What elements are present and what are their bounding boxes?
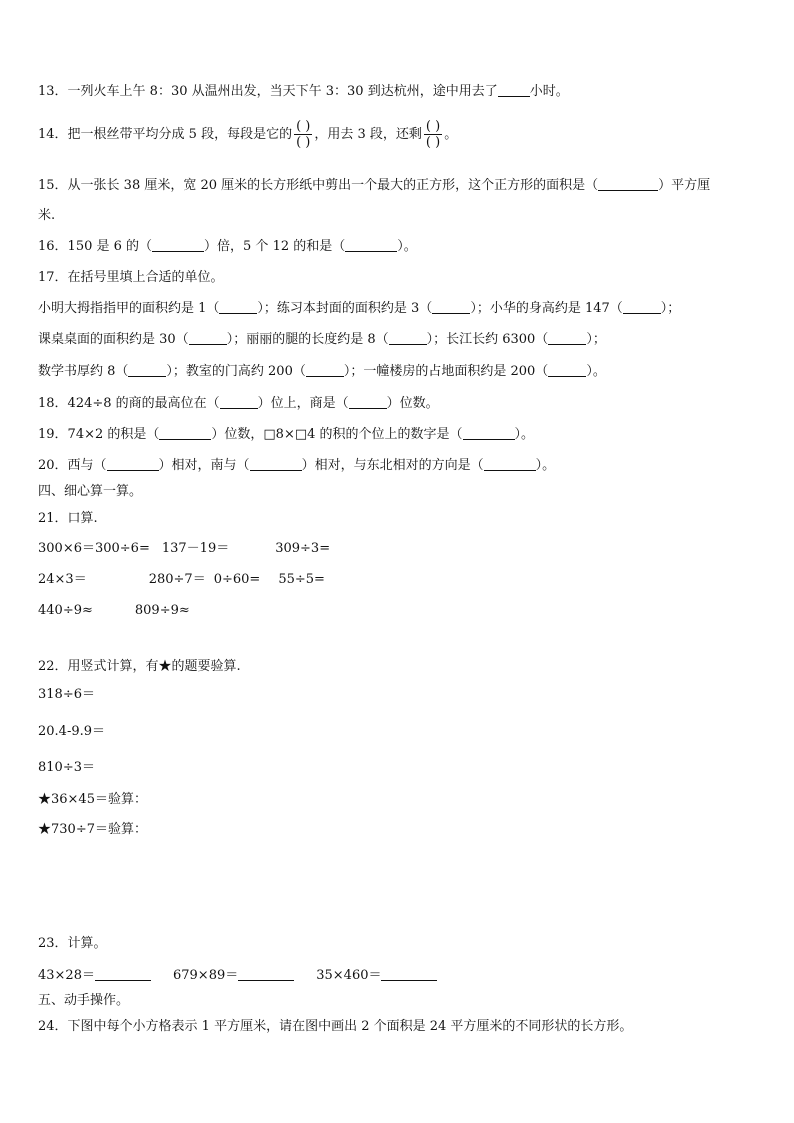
q17-blank-6[interactable] xyxy=(548,331,586,345)
q21-item: 809÷9≈ xyxy=(134,603,190,618)
q20-text-a: 20．西与（ xyxy=(38,458,107,473)
q23-blank-3[interactable] xyxy=(381,967,437,981)
q22-item: 20.4-9.9＝ xyxy=(38,724,106,739)
q21-item: 280÷7＝ xyxy=(148,572,206,587)
q14-text-a: 14．把一根丝带平均分成 5 段，每段是它的 xyxy=(38,127,293,142)
question-17-line-1 xyxy=(38,300,680,318)
q18-text-a: 18．424÷8 的商的最高位在（ xyxy=(38,396,220,411)
question-24: 24．下图中每个小方格表示 1 平方厘米，请在图中画出 2 个面积是 24 平方厘米的不同形状的长方形。 xyxy=(38,1019,633,1034)
q20-text-b: ）相对，南与（ xyxy=(158,458,250,473)
q18-blank-1[interactable] xyxy=(220,395,258,409)
section-4-heading: 四、细心算一算。 xyxy=(38,484,143,499)
q21-item: 24×3＝ xyxy=(38,572,87,587)
q22-item: ★36×45＝验算： xyxy=(38,792,147,807)
q18-text-c: ）位数。 xyxy=(386,396,439,411)
q23-item: 35×460＝ xyxy=(316,968,382,983)
q22-item: 810÷3＝ xyxy=(38,760,95,775)
q13-answer-blank[interactable] xyxy=(498,83,530,97)
q20-blank-1[interactable] xyxy=(107,457,159,471)
q17-l1-b: ）；练习本封面的面积约是 3（ xyxy=(257,301,433,316)
q13-text: 13．一列火车上午 8：30 从温州出发，当天下午 3：30 到达杭州，途中用去了 xyxy=(38,84,498,99)
q16-text-a: 16．150 是 6 的（ xyxy=(38,239,153,254)
q17-blank-3[interactable] xyxy=(623,300,661,314)
q21-row-3 xyxy=(38,602,190,620)
q19-blank-1[interactable] xyxy=(159,426,211,440)
q23-item: 43×28＝ xyxy=(38,968,95,983)
q15-text-b: ）平方厘 xyxy=(658,178,711,193)
question-17-line-3 xyxy=(38,363,606,381)
q21-item: 309÷3= xyxy=(275,541,331,556)
q15-answer-blank[interactable] xyxy=(598,177,658,191)
question-22-title: 22．用竖式计算，有★的题要验算. xyxy=(38,659,241,674)
q14-text-c: 。 xyxy=(444,127,458,142)
question-19 xyxy=(38,426,534,444)
question-18 xyxy=(38,395,439,413)
q23-blank-1[interactable] xyxy=(95,967,151,981)
q17-l2-b: ）；丽丽的腿的长度约是 8（ xyxy=(226,332,389,347)
q23-blank-2[interactable] xyxy=(238,967,294,981)
q17-l2-c: ）；长江长约 6300（ xyxy=(426,332,549,347)
question-15 xyxy=(38,177,710,195)
q16-blank-1[interactable] xyxy=(152,238,204,252)
q15-text-c: 米. xyxy=(38,208,56,223)
q23-item: 679×89＝ xyxy=(172,968,239,983)
q14-text-b: ，用去 3 段，还剩 xyxy=(314,127,422,142)
q17-l1-c: ）；小华的身高约是 147（ xyxy=(470,301,623,316)
q23-row xyxy=(38,967,437,985)
q21-item: 55÷5= xyxy=(278,572,325,587)
question-23-title: 23．计算。 xyxy=(38,936,107,951)
q17-l3-a: 数学书厚约 8（ xyxy=(38,364,129,379)
q14-fraction-1[interactable]: $\frac{( )}{( )}$ xyxy=(296,119,311,150)
question-21-title: 21．口算. xyxy=(38,511,98,526)
q16-blank-2[interactable] xyxy=(345,238,397,252)
q19-text-a: 19．74×2 的积是（ xyxy=(38,427,160,442)
q17-blank-1[interactable] xyxy=(219,300,257,314)
q17-blank-4[interactable] xyxy=(189,331,227,345)
section-5-heading: 五、动手操作。 xyxy=(38,993,130,1008)
q19-text-b: ）位数，□8×□4 的积的个位上的数字是（ xyxy=(211,427,463,442)
q17-l2-a: 课桌桌面的面积约是 30（ xyxy=(38,332,189,347)
q17-l2-d: ）； xyxy=(586,332,606,347)
q20-text-d: ）。 xyxy=(535,458,556,473)
q17-blank-9[interactable] xyxy=(548,363,586,377)
q20-text-c: ）相对，与东北相对的方向是（ xyxy=(301,458,484,473)
q21-item: 137－19＝ xyxy=(161,541,230,556)
question-20 xyxy=(38,457,555,475)
question-16 xyxy=(38,238,417,256)
q17-l1-d: ）； xyxy=(660,301,681,316)
q20-blank-3[interactable] xyxy=(484,457,536,471)
question-13 xyxy=(38,83,569,101)
q19-blank-2[interactable] xyxy=(463,426,515,440)
question-17-line-2 xyxy=(38,331,606,349)
question-15-cont xyxy=(38,207,55,225)
q21-item: 0÷60= xyxy=(213,572,261,587)
q21-row-2 xyxy=(38,571,325,589)
q18-text-b: ）位上，商是（ xyxy=(257,396,349,411)
q17-l3-b: ）；教室的门高约 200（ xyxy=(166,364,306,379)
q16-text-c: ）。 xyxy=(397,239,417,254)
q22-item: ★730÷7＝验算： xyxy=(38,822,147,837)
q17-l3-d: ）。 xyxy=(586,364,606,379)
q13-tail: 小时。 xyxy=(529,84,569,99)
q19-text-c: ）。 xyxy=(514,427,535,442)
q21-item: 300×6＝300÷6= xyxy=(38,541,150,556)
q16-text-b: ）倍，5 个 12 的和是（ xyxy=(204,239,346,254)
q17-blank-2[interactable] xyxy=(432,300,470,314)
q17-blank-7[interactable] xyxy=(128,363,166,377)
q17-blank-8[interactable] xyxy=(306,363,344,377)
q18-blank-2[interactable] xyxy=(349,395,387,409)
q22-item: 318÷6＝ xyxy=(38,687,95,702)
q15-text-a: 15．从一张长 38 厘米，宽 20 厘米的长方形纸中剪出一个最大的正方形，这个正方形的面积是（ xyxy=(38,178,599,193)
q17-l1-a: 小明大拇指指甲的面积约是 1（ xyxy=(38,301,220,316)
q17-blank-5[interactable] xyxy=(389,331,427,345)
q17-l3-c: ）；一幢楼房的占地面积约是 200（ xyxy=(343,364,549,379)
question-17-title: 17．在括号里填上合适的单位。 xyxy=(38,270,224,285)
q20-blank-2[interactable] xyxy=(250,457,302,471)
q14-fraction-2[interactable]: $\frac{( )}{( )}$ xyxy=(425,119,441,150)
q21-item: 440÷9≈ xyxy=(38,603,93,618)
question-14 xyxy=(38,115,457,155)
q21-row-1 xyxy=(38,540,330,558)
